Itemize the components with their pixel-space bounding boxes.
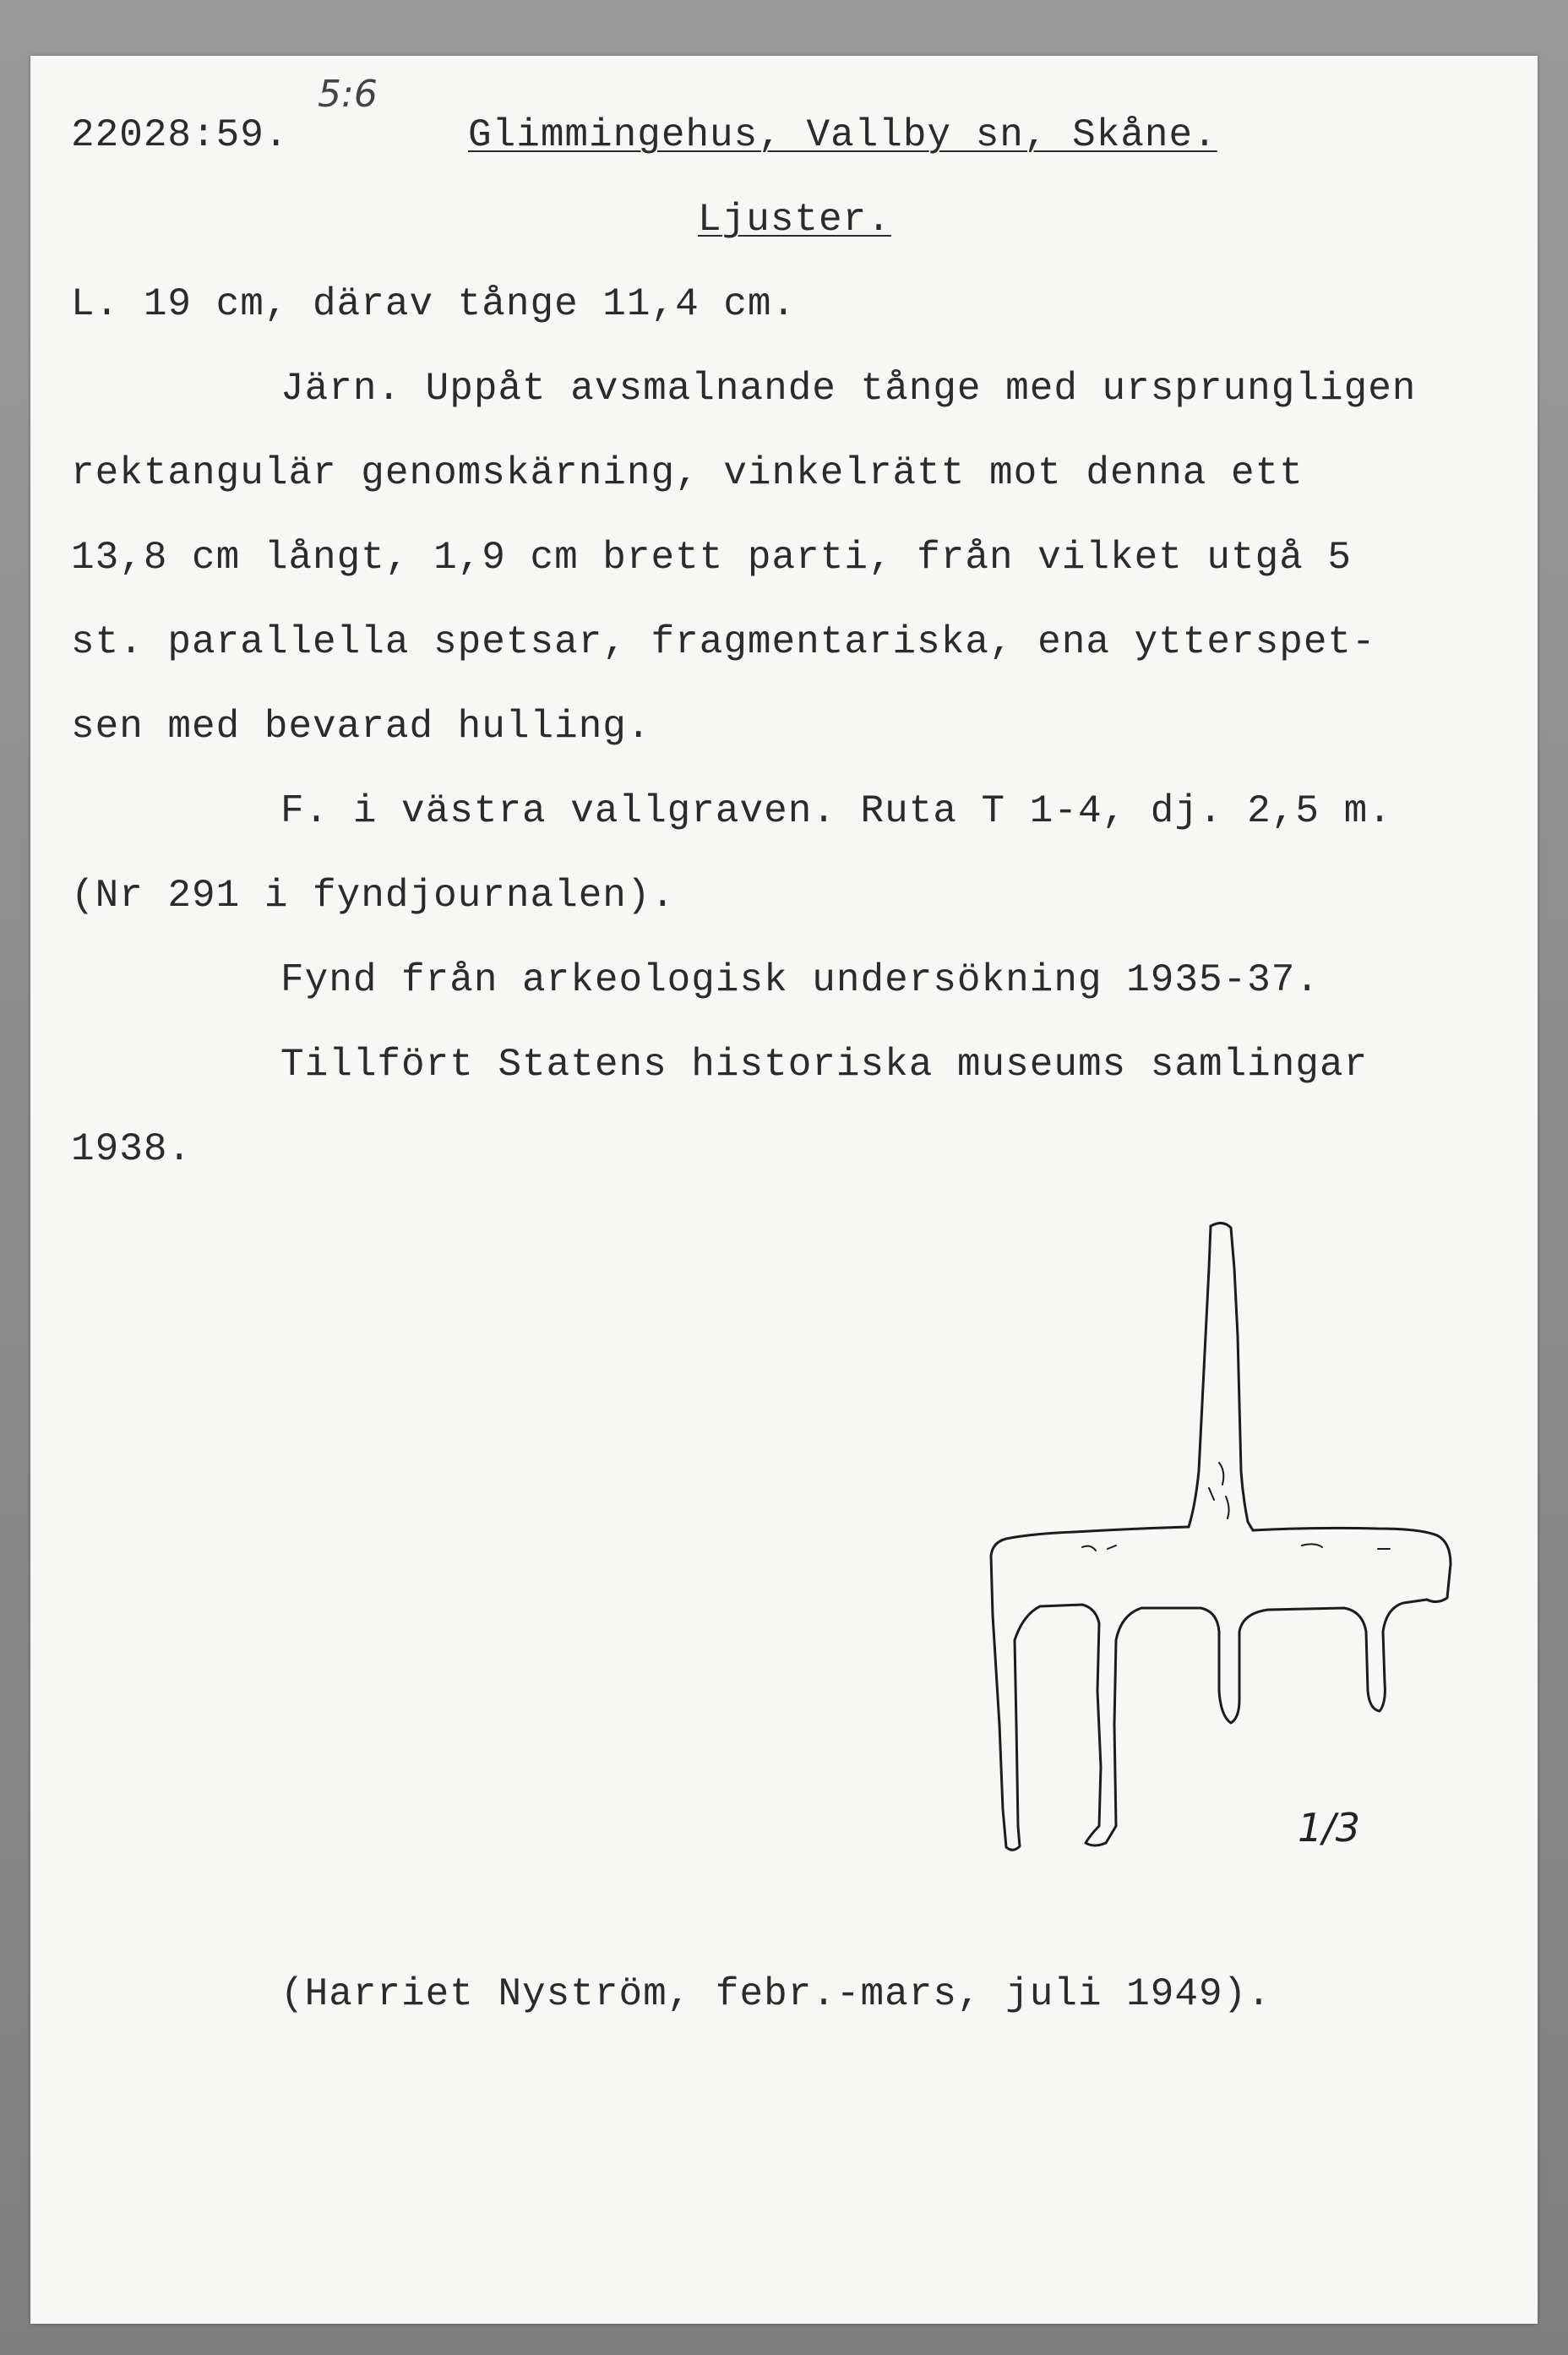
fish-spear-drawing bbox=[981, 1218, 1505, 1860]
description-line: rektangulär genomskärning, vinkelrätt mot denna ett bbox=[71, 451, 1304, 495]
find-journal-line: (Nr 291 i fyndjournalen). bbox=[71, 874, 676, 918]
location-heading: Glimmingehus, Vallby sn, Skåne. bbox=[468, 113, 1217, 157]
prong-two bbox=[1015, 1605, 1116, 1845]
object-name: Ljuster. bbox=[698, 198, 891, 242]
catalog-number: 22028:59. bbox=[71, 113, 289, 157]
crossbar-top-right bbox=[1253, 1528, 1451, 1601]
credit-line: (Harriet Nyström, febr.-mars, juli 1949). bbox=[280, 1972, 1271, 2016]
crossbar-top-left bbox=[991, 1527, 1189, 1615]
tang-right-edge bbox=[1211, 1223, 1253, 1530]
dimensions-line: L. 19 cm, därav tånge 11,4 cm. bbox=[71, 282, 797, 326]
scale-label: 1/3 bbox=[1298, 1805, 1361, 1851]
accession-year: 1938. bbox=[71, 1127, 193, 1171]
handwritten-note: 5:6 bbox=[318, 73, 378, 116]
description-line: 13,8 cm långt, 1,9 cm brett parti, från vilket utgå 5 bbox=[71, 536, 1353, 580]
tang-texture bbox=[1209, 1463, 1229, 1518]
accession-line: Tillfört Statens historiska museums samlingar bbox=[280, 1043, 1369, 1087]
catalog-card bbox=[30, 56, 1538, 2324]
crossbar-texture bbox=[1082, 1544, 1390, 1551]
description-line: Järn. Uppåt avsmalnande tånge med ursprungligen bbox=[280, 367, 1417, 411]
tang-left-edge bbox=[1189, 1226, 1211, 1527]
inner-prongs bbox=[1114, 1600, 1427, 1826]
description-line: st. parallella spetsar, fragmentariska, ena ytterspet- bbox=[71, 620, 1376, 664]
excavation-line: Fynd från arkeologisk undersökning 1935-37. bbox=[280, 958, 1320, 1002]
find-location-line: F. i västra vallgraven. Ruta T 1-4, dj. 2,5 m. bbox=[280, 789, 1392, 833]
description-line: sen med bevarad hulling. bbox=[71, 705, 651, 749]
